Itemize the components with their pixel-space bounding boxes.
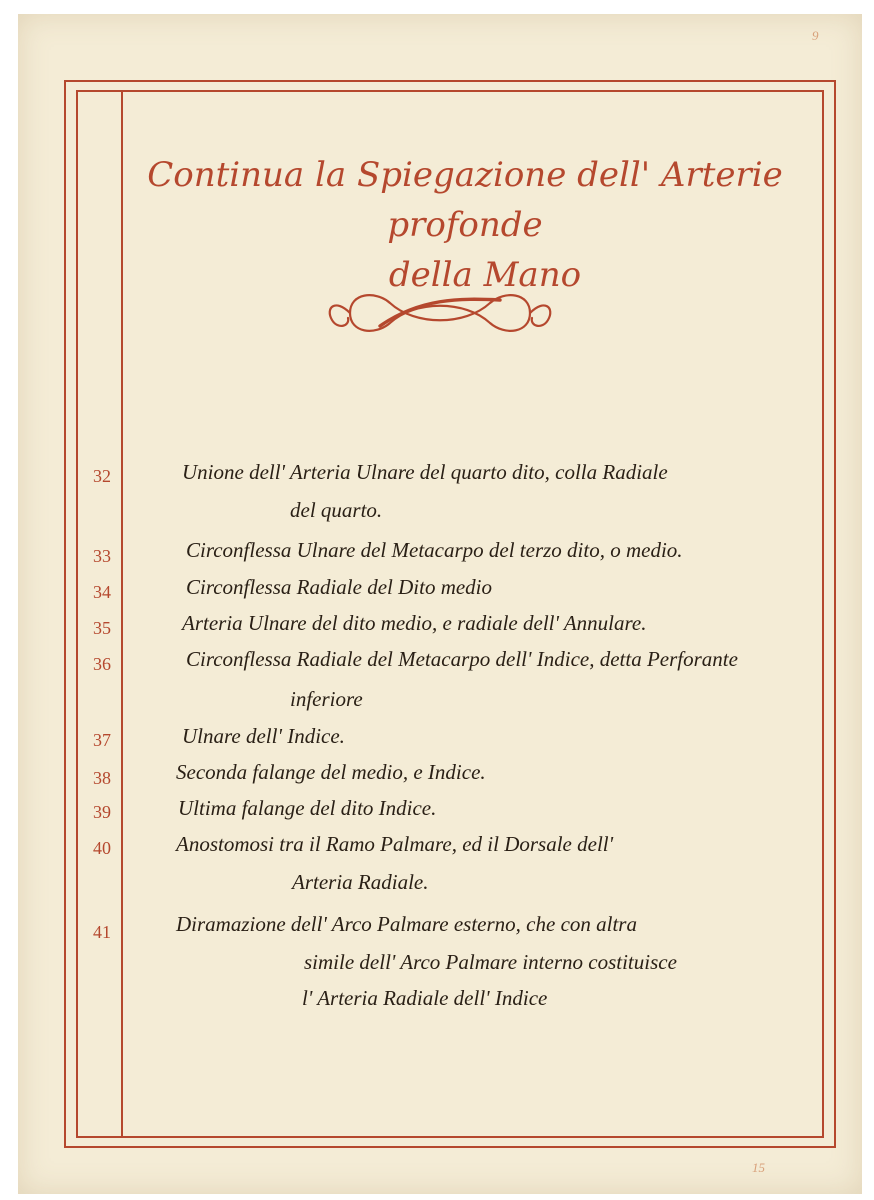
- folio-number-bottom: 15: [752, 1160, 765, 1175]
- title-line-2: della Mano: [388, 255, 582, 295]
- entry-text: simile dell' Arco Palmare interno costituisce: [304, 950, 677, 974]
- entry-number: 41: [93, 922, 111, 942]
- entry-text: inferiore: [290, 687, 363, 711]
- entry-text: Circonflessa Ulnare del Metacarpo del terzo dito, o medio.: [186, 538, 683, 562]
- entry-text: l' Arteria Radiale dell' Indice: [302, 986, 548, 1010]
- title-line-1: Continua la Spiegazione dell' Arterie profonde: [147, 155, 783, 245]
- margin-rule: [121, 90, 123, 1138]
- entry-number: 37: [93, 730, 111, 750]
- entry-text: Circonflessa Radiale del Dito medio: [186, 575, 493, 599]
- entry-text: Arteria Ulnare del dito medio, e radiale dell' Annulare.: [182, 611, 647, 635]
- entry-number: 40: [93, 838, 111, 858]
- entry-text: Seconda falange del medio, e Indice.: [176, 760, 486, 784]
- entry-text: Diramazione dell' Arco Palmare esterno, che con altra: [176, 912, 637, 936]
- entry-text: Circonflessa Radiale del Metacarpo dell' Indice, detta Perforante: [186, 647, 738, 671]
- entry-number: 34: [93, 582, 111, 602]
- entry-number: 38: [93, 768, 111, 788]
- entry-text: Ultima falange del dito Indice.: [178, 796, 437, 820]
- entry-number: 36: [93, 654, 111, 674]
- entry-number: 33: [93, 546, 111, 566]
- entry-number: 35: [93, 618, 111, 638]
- folio-number-top: 9: [812, 28, 819, 43]
- entry-text: del quarto.: [290, 498, 383, 522]
- entry-number: 39: [93, 802, 111, 822]
- entry-text: Arteria Radiale.: [292, 870, 429, 894]
- entry-text: Anostomosi tra il Ramo Palmare, ed il Dorsale dell': [176, 832, 614, 856]
- flourish-ornament: [320, 278, 560, 348]
- entry-number: 32: [93, 466, 111, 486]
- entry-text: Unione dell' Arteria Ulnare del quarto dito, colla Radiale: [182, 460, 668, 484]
- entry-text: Ulnare dell' Indice.: [182, 724, 345, 748]
